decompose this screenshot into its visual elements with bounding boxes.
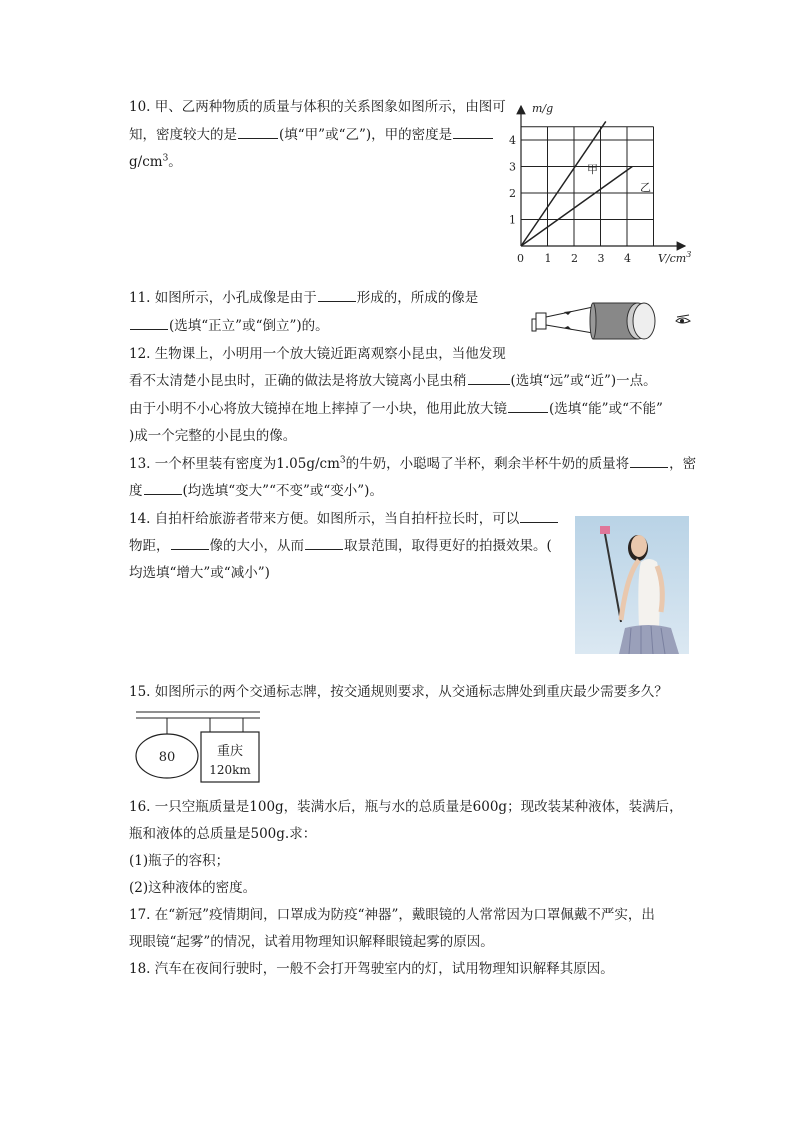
q16-sub2: (2)这种液体的密度。 — [129, 880, 257, 896]
y-tick-label: 3 — [509, 160, 516, 174]
q16-line1: 16. 一只空瓶质量是100g，装满水后，瓶与水的总质量是600g；现改装某种液体，装满后， — [129, 799, 683, 815]
answer-blank[interactable] — [171, 537, 209, 550]
q10-line3: $g/cm^3$。 — [129, 153, 182, 170]
q12-line1: 12. 生物课上，小明用一个放大镜近距离观察小昆虫，当他发现 — [129, 346, 506, 362]
answer-blank[interactable] — [468, 372, 510, 385]
q12-line3: 由于小明不小心将放大镜掉在地上摔掉了一小块，他用此放大镜 (选填“能”或“不能” — [129, 401, 663, 417]
candle — [536, 313, 546, 329]
q12-line4: )成一个完整的小昆虫的像。 — [129, 428, 297, 444]
answer-blank[interactable] — [144, 482, 182, 495]
q13-line1: 13. 一个杯里装有密度为$1.05g/cm^3$的牛奶，小聪喝了半杯，剩余半杯牛奶的质量将 ，密 — [129, 455, 697, 472]
x-tick-label: 1 — [544, 252, 552, 265]
q12-line2: 看不太清楚小昆虫时，正确的做法是将放大镜离小昆虫稍 (选填“远”或“近”)一点。 — [129, 373, 657, 389]
q14-line1: 14. 自拍杆给旅游者带来方便。如图所示，当自拍杆拉长时，可以 — [129, 510, 559, 528]
answer-blank[interactable] — [130, 317, 168, 330]
candle-flame — [532, 319, 536, 331]
q11-line2: (选填“正立”或“倒立”)的。 — [129, 317, 329, 335]
x-tick-label: 2 — [571, 252, 578, 265]
y-tick-label: 2 — [509, 187, 516, 200]
answer-blank[interactable] — [305, 537, 343, 550]
q14-line2: 物距， 像的大小，从而 取景范围，取得更好的拍摄效果。( — [129, 538, 552, 554]
face — [631, 535, 647, 557]
q10-line1: 10. 甲、乙两种物质的质量与体积的关系图象如图所示，由图可 — [129, 99, 506, 115]
q17-line1: 17. 在“新冠”疫情期间，口罩成为防疫“神器”，戴眼镜的人常常因为口罩佩戴不严实，出 — [129, 907, 655, 923]
q13-line2: 度 (均选填“变大”“不变”或“变小”)。 — [129, 483, 383, 499]
q17-line2: 现眼镜“起雾”的情况，试着用物理知识解释眼镜起雾的原因。 — [129, 934, 494, 950]
selfie-stick-photo — [575, 516, 689, 654]
q11-line1: 11. 如图所示，小孔成像是由于 形成的，所成的像是 — [129, 290, 479, 306]
answer-blank[interactable] — [520, 510, 558, 523]
series-line-yi — [521, 167, 632, 247]
answer-blank[interactable] — [508, 400, 548, 413]
phone-icon — [600, 526, 610, 534]
answer-blank[interactable] — [238, 126, 278, 139]
y-tick-label: 1 — [509, 213, 516, 227]
traffic-signs — [130, 708, 265, 788]
answer-blank[interactable] — [630, 455, 668, 468]
distance-value: 120km — [209, 763, 251, 777]
eye-icon — [676, 315, 690, 323]
speed-limit-value: 80 — [158, 750, 176, 765]
answer-blank[interactable] — [453, 126, 493, 139]
x-tick-label: 3 — [597, 252, 605, 265]
y-tick-label: 4 — [509, 134, 516, 147]
answer-blank[interactable] — [318, 289, 356, 302]
y-axis-label: m/g — [532, 102, 554, 115]
mass-volume-graph — [505, 98, 705, 270]
q10-line2: 知，密度较大的是 (填“甲”或“乙”)，甲的密度是 — [129, 126, 494, 144]
x-axis-label: $V/cm^3$ — [658, 250, 692, 265]
city-name: 重庆 — [216, 744, 244, 759]
q18-line1: 18. 汽车在夜间行驶时，一般不会打开驾驶室内的灯，试用物理知识解释其原因。 — [129, 961, 614, 977]
q16-line2: 瓶和液体的总质量是500g.求： — [129, 826, 317, 842]
series-label-jia: 甲 — [587, 163, 598, 176]
graph-grid — [521, 127, 654, 246]
q14-line3: 均选填“增大”或“减小”) — [129, 565, 270, 581]
q16-sub1: (1)瓶子的容积； — [129, 853, 230, 869]
q15-line1: 15. 如图所示的两个交通标志牌，按交通规则要求，从交通标志牌处到重庆最少需要多久？ — [129, 684, 668, 700]
series-label-yi: 乙 — [640, 181, 651, 194]
pinhole-camera-diagram — [530, 295, 700, 345]
x-tick-label: 4 — [624, 252, 631, 265]
origin-label: 0 — [517, 252, 524, 265]
